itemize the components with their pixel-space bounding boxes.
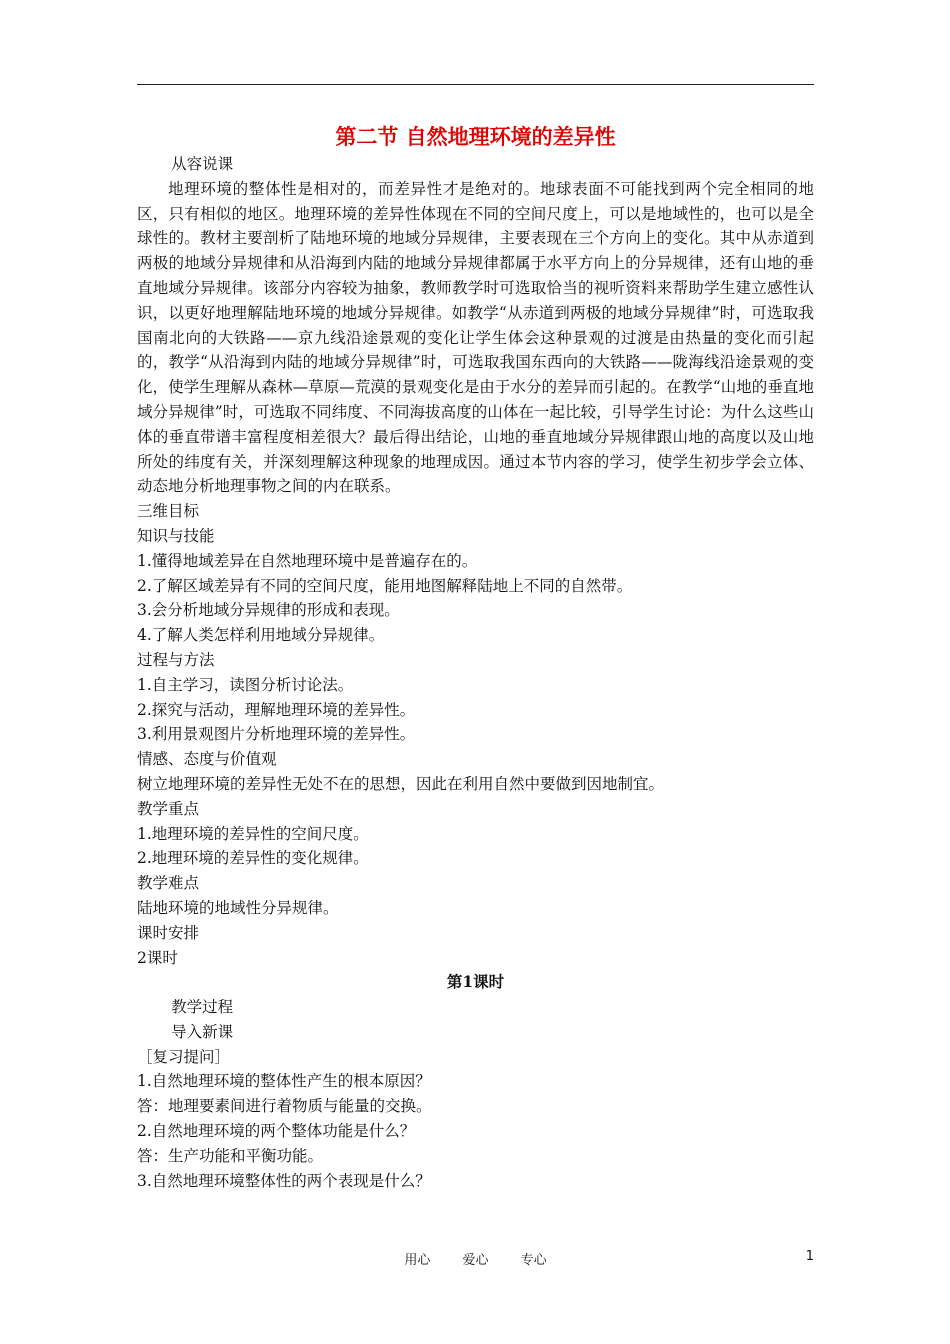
qa-line: 1.自然地理环境的整体性产生的根本原因？ xyxy=(137,1072,431,1091)
process-heading: 过程与方法 xyxy=(137,650,215,669)
list-item: 1.懂得地域差异在自然地理环境中是普遍存在的。 xyxy=(137,551,478,570)
schedule-heading: 课时安排 xyxy=(137,923,200,942)
lesson-heading: 第1课时 xyxy=(446,972,505,992)
intro-paragraph: 地理环境的整体性是相对的，而差异性才是绝对的。地球表面不可能找到两个完全相同的地区，只有相似的地区。地理环境的差异性体现在不同的空间尺度上，可以是地域性的，也可以是全球性的。教材主要剖析了陆地环境的地域分异规律，主要表现在三个方向上的变化。其中从赤道到两极的地域分异规律和从沿海到内陆的地域分异规律都属于水平方向上的分异规律，还有山地的垂直地域分异规律。该部分内容较为抽象，教师教学时可选取恰当的视听资料来帮助学生建立感性认识，以更好地理解陆地环境的地域分异规律。如教学“从赤道到两极的地域分异规律”时，可选取我国南北向的大铁路——京九线沿途景观的变化让学生体会这种景观的过渡是由热量的变化而引起的，教学“从沿海到内陆的地域分异规律”时，可选取我国东西向的大铁路——陇海线沿途景观的变化，使学生理解从森林—草原—荒漠的景观变化是由于水分的差异而引起的。在教学“山地的垂直地域分异规律”时，可选取不同纬度、不同海拔高度的山体在一起比较，引导学生讨论：为什么这些山体的垂直带谱丰富程度相差很大？最后得出结论，山地的垂直地域分异规律跟山地的高度以及山地所处的纬度有关，并深刻理解这种现象的地理成因。通过本节内容的学习，使学生初步学会立体、动态地分析地理事物之间的内在联系。 xyxy=(137,179,814,496)
review-label: ［复习提问］ xyxy=(137,1047,231,1066)
process-label: 教学过程 xyxy=(171,998,234,1017)
header-rule xyxy=(137,84,814,85)
emotion-heading: 情感、态度与价值观 xyxy=(137,750,277,769)
qa-line: 3.自然地理环境整体性的两个表现是什么？ xyxy=(137,1171,431,1190)
list-item: 1.地理环境的差异性的空间尺度。 xyxy=(137,824,369,843)
page-number: 1 xyxy=(805,1249,814,1264)
emotion-text: 树立地理环境的差异性无处不在的思想，因此在利用自然中要做到因地制宜。 xyxy=(137,774,665,793)
document-body xyxy=(137,122,814,1193)
intro-heading: 从容说课 xyxy=(171,155,234,173)
list-item: 2.地理环境的差异性的变化规律。 xyxy=(137,849,369,868)
knowledge-heading: 知识与技能 xyxy=(137,526,215,545)
page-footer xyxy=(137,1249,814,1269)
list-item: 2.探究与活动，理解地理环境的差异性。 xyxy=(137,700,416,719)
key-heading: 教学重点 xyxy=(137,799,200,818)
list-item: 3.利用景观图片分析地理环境的差异性。 xyxy=(137,725,416,744)
list-item: 3.会分析地域分异规律的形成和表现。 xyxy=(137,601,400,620)
schedule-text: 2课时 xyxy=(137,948,178,967)
footer-slogan: 用心 爱心 专心 xyxy=(404,1253,547,1268)
goals-heading: 三维目标 xyxy=(137,502,200,521)
difficulty-heading: 教学难点 xyxy=(137,874,200,893)
qa-line: 答：地理要素间进行着物质与能量的交换。 xyxy=(137,1097,432,1116)
list-item: 1.自主学习，读图分析讨论法。 xyxy=(137,675,354,694)
qa-line: 答：生产功能和平衡功能。 xyxy=(137,1146,324,1165)
list-item: 2.了解区域差异有不同的空间尺度，能用地图解释陆地上不同的自然带。 xyxy=(137,576,633,595)
list-item: 4.了解人类怎样利用地域分异规律。 xyxy=(137,626,385,645)
page-title: 第二节 自然地理环境的差异性 xyxy=(335,124,616,149)
intro-new-label: 导入新课 xyxy=(171,1022,234,1041)
difficulty-text: 陆地环境的地域性分异规律。 xyxy=(137,898,339,917)
qa-line: 2.自然地理环境的两个整体功能是什么？ xyxy=(137,1122,416,1141)
